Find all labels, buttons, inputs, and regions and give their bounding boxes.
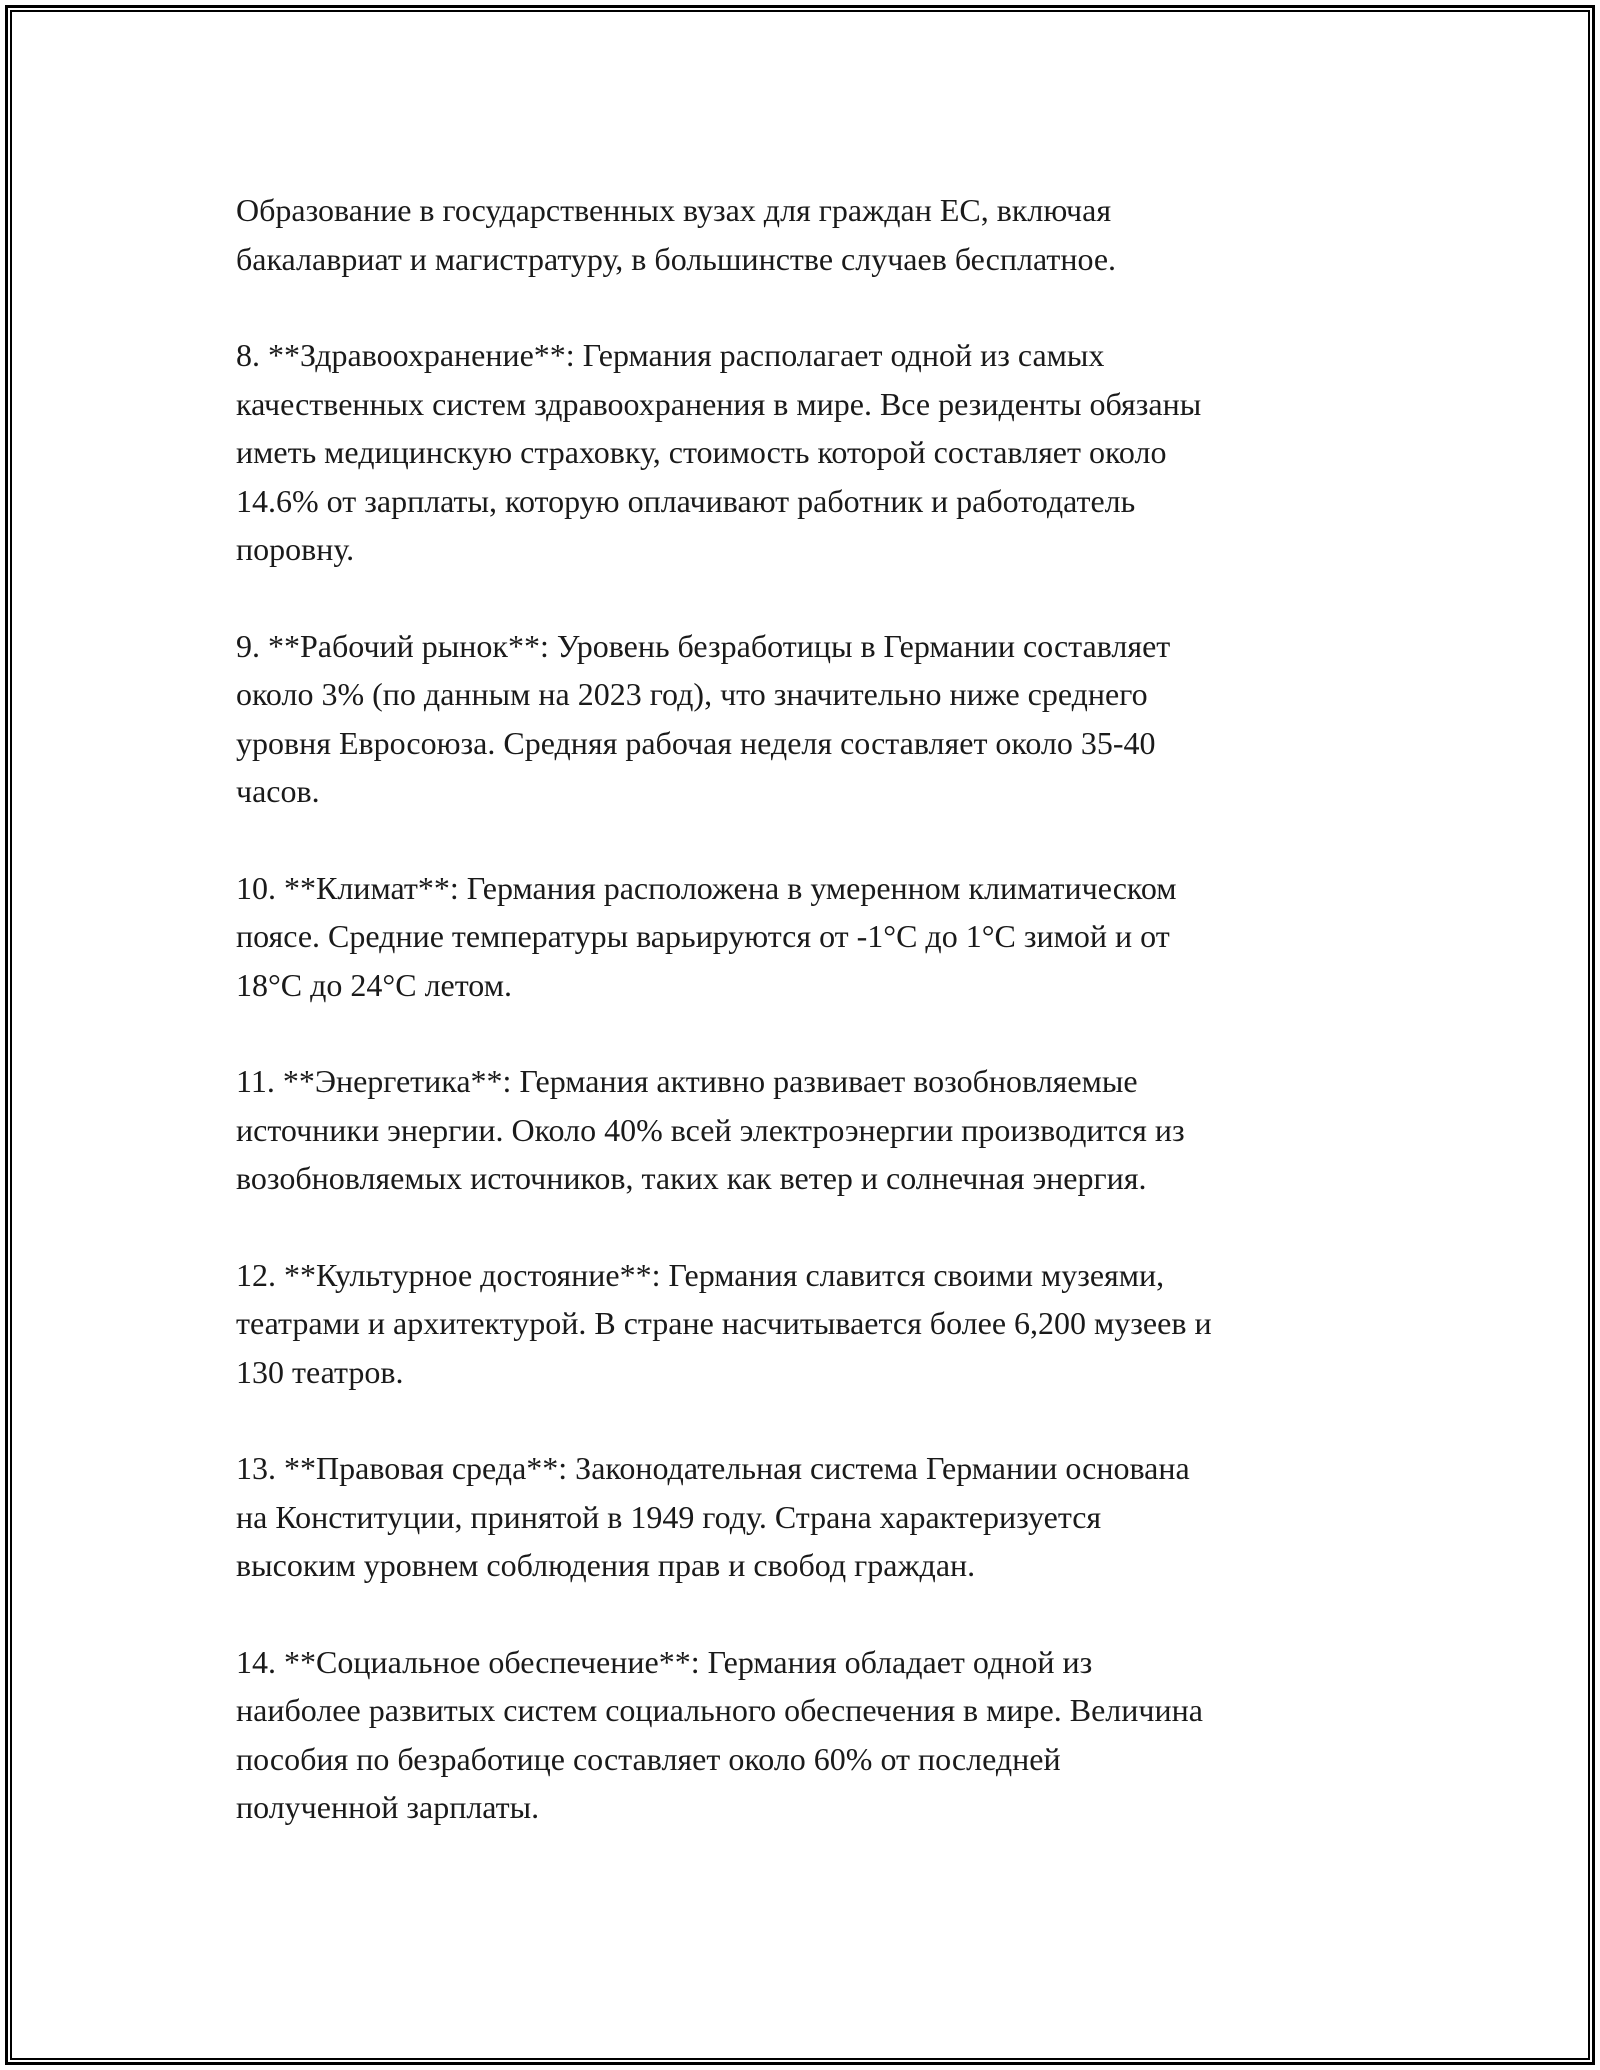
paragraph-energy: 11. **Энергетика**: Германия активно развивает возобновляемые источники энергии. Около 40% всей электроэнергии производится из возобновляемых источников, таких как ветер и солнечная энергия. [236,1063,1185,1196]
paragraph-labor-market: 9. **Рабочий рынок**: Уровень безработицы в Германии составляет около 3% (по данным на 2023 год), что значительно ниже среднего уровня Евросоюза. Средняя рабочая неделя составляет около 35-40 часов. [236,627,1171,809]
paragraph-legal-environment: 13. **Правовая среда**: Законодательная система Германии основана на Конституции, принятой в 1949 году. Страна характеризуется высоким уровнем соблюдения прав и свобод граждан. [236,1450,1190,1583]
paragraph-social-security: 14. **Социальное обеспечение**: Германия обладает одной из наиболее развитых систем социального обеспечения в мире. Величина пособия по безработице составляет около 60% от последней полученной зарплаты. [236,1643,1203,1825]
document-body [236,186,1396,1880]
paragraph-healthcare: 8. **Здравоохранение**: Германия располагает одной из самых качественных систем здравоохранения в мире. Все резиденты обязаны иметь медицинскую страховку, стоимость которой составляет около 14.6% от зарплаты, которую оплачивают работник и работодатель поровну. [236,337,1202,567]
paragraph-education-intro: Образование в государственных вузах для граждан ЕС, включая бакалавриат и магистратуру, в большинстве случаев бесплатное. [236,192,1117,277]
paragraph-cultural-heritage: 12. **Культурное достояние**: Германия славится своими музеями, театрами и архитектурой. В стране насчитывается более 6,200 музеев и 130 театров. [236,1256,1212,1390]
paragraph-climate: 10. **Климат**: Германия расположена в умеренном климатическом поясе. Средние температуры варьируются от -1°C до 1°C зимой и от 18°C до 24°C летом. [236,869,1177,1003]
